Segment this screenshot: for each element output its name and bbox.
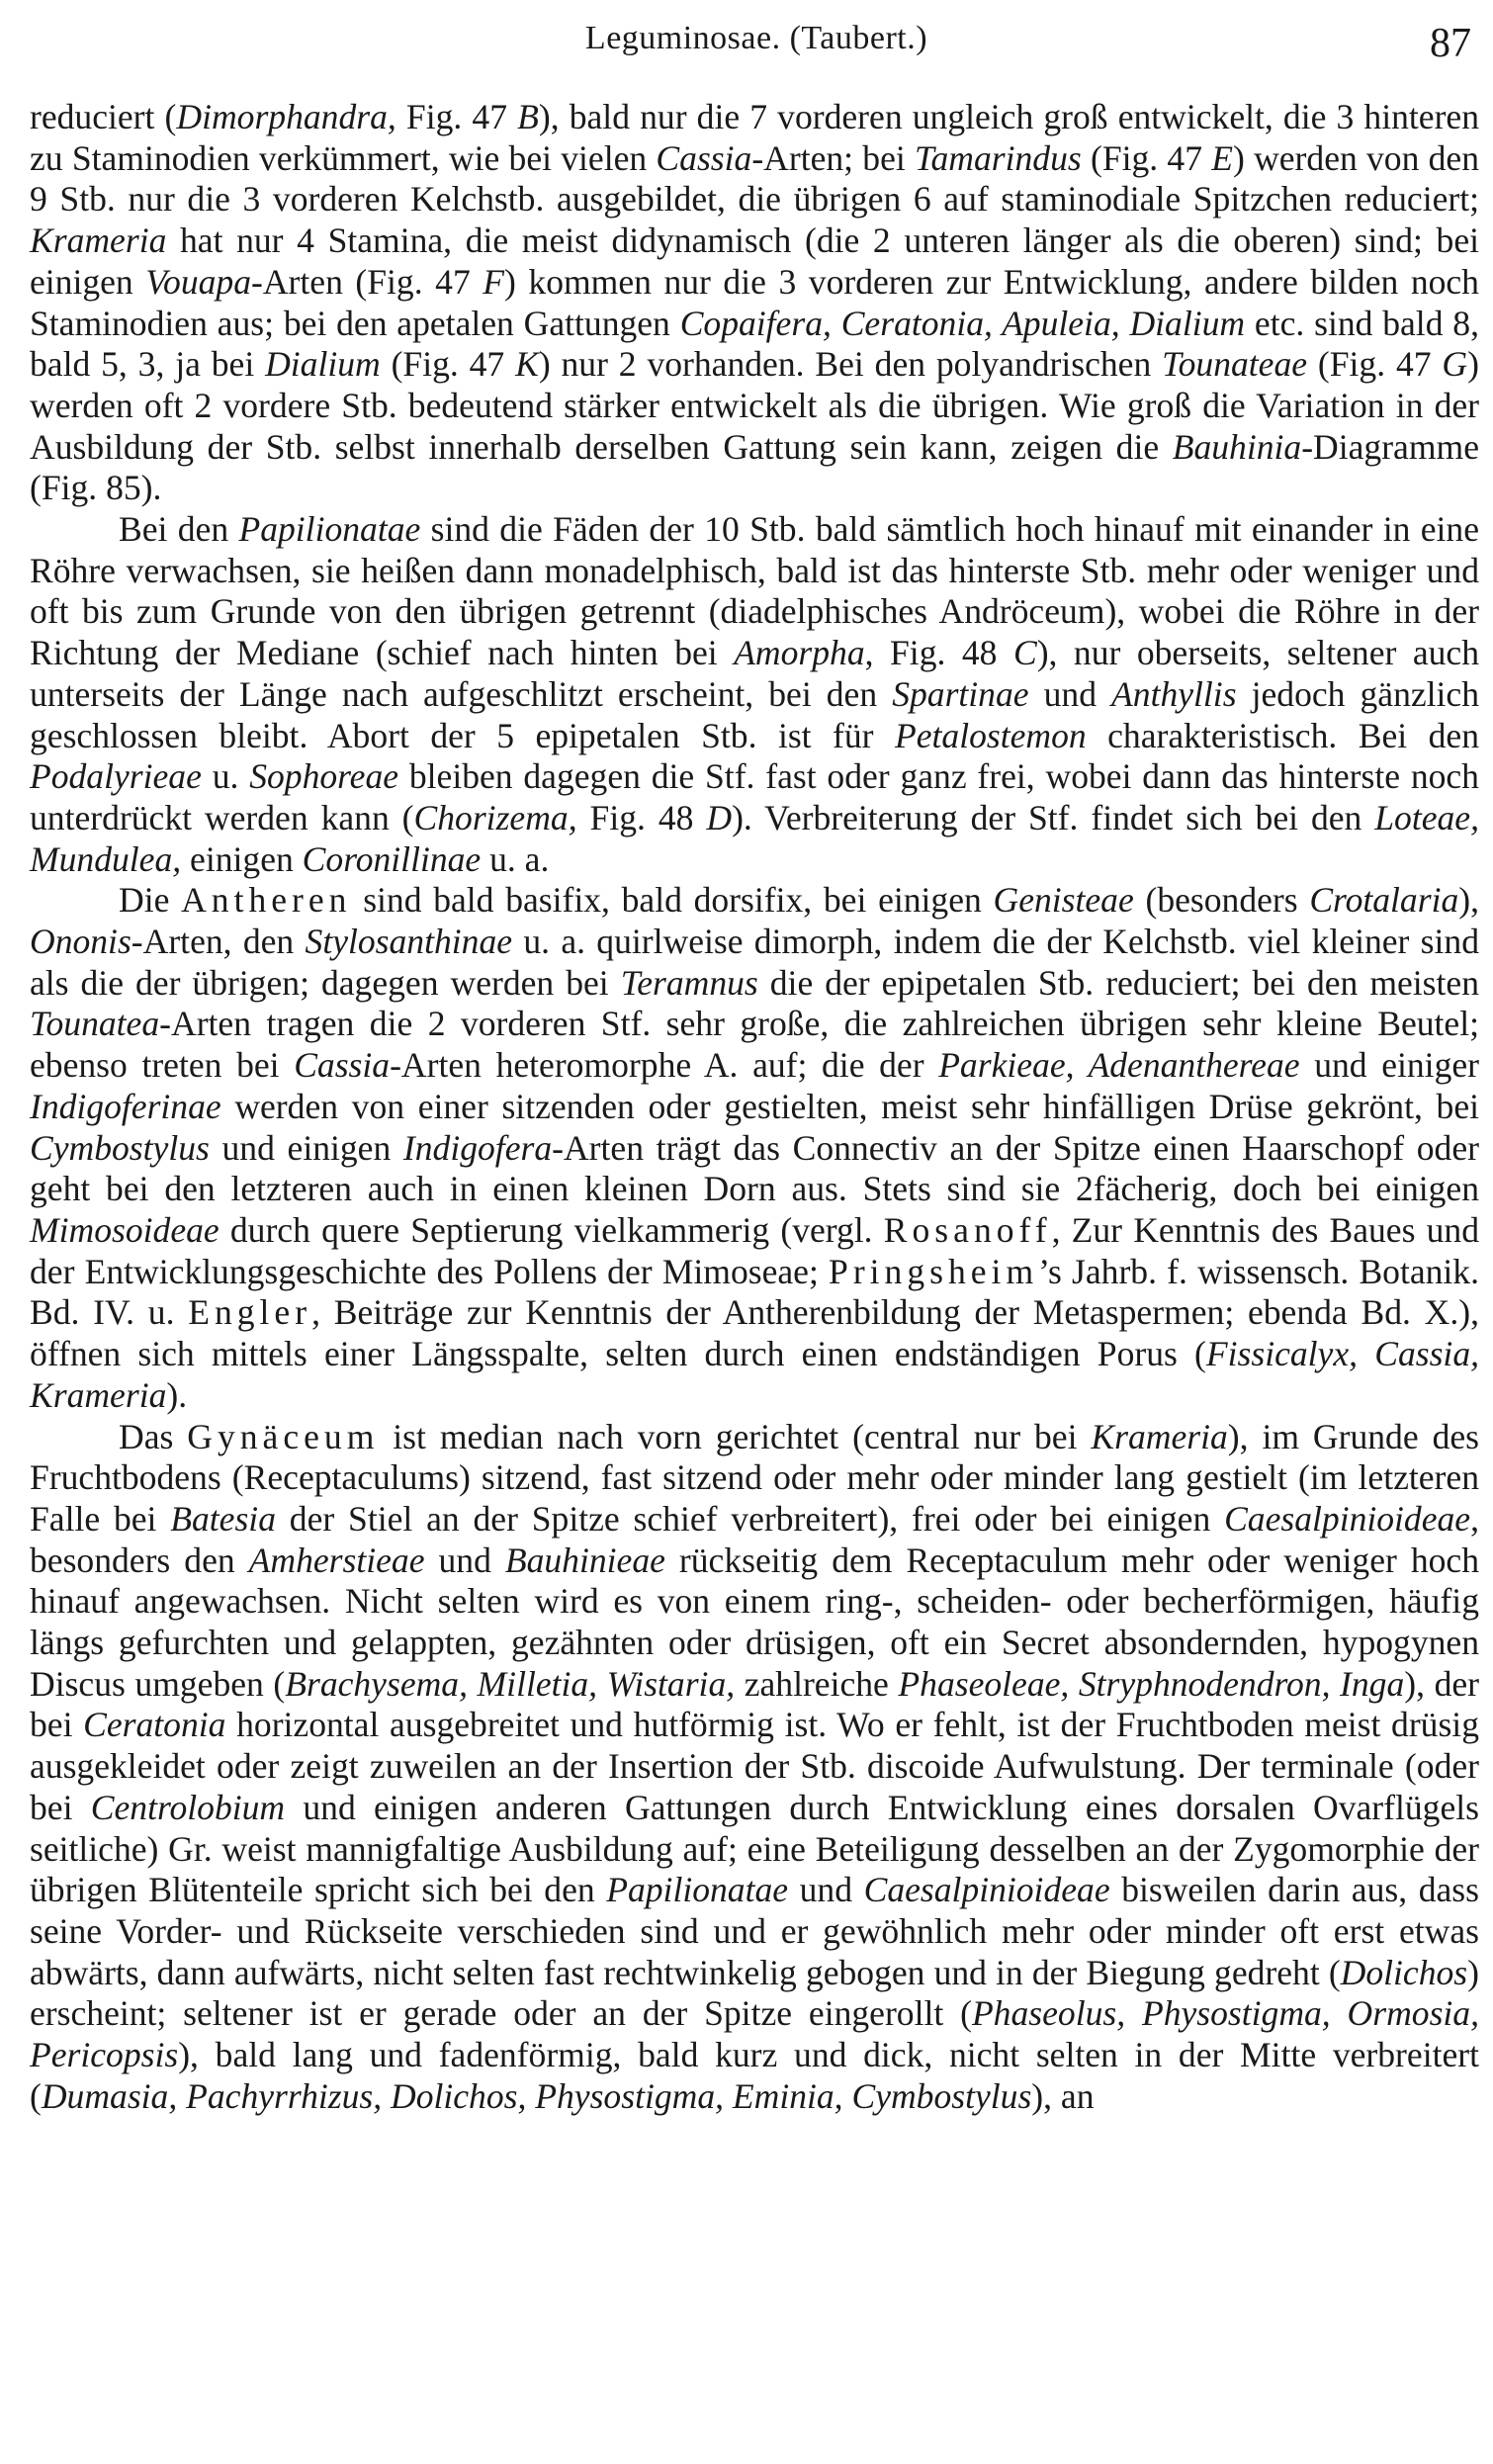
text-run: ).: [166, 1374, 188, 1415]
spaced-term: Pringsheim: [829, 1251, 1039, 1291]
text-run: (Fig. 47: [380, 344, 516, 385]
italic-term: Dialium: [265, 344, 381, 385]
italic-term: Tounateae: [1162, 344, 1308, 385]
italic-term: Papilionatae: [606, 1870, 789, 1910]
text-run: ). Verbreiterung der Stf. findet sich bei den: [732, 797, 1375, 837]
italic-term: Papilionatae: [238, 509, 421, 550]
text-run: -Arten; bei: [751, 137, 915, 178]
text-run: , besonders den: [30, 1498, 1479, 1580]
text-run: Fig. 48: [576, 797, 707, 837]
spaced-term: Antheren: [181, 880, 352, 921]
text-run: sind die Fäden der 10 Stb. bald sämtlich hoch hinauf mit einander in eine Röhre verwachsen, sie heißen dann monadelphisch, bald ist das hinterste Stb. mehr oder weniger und oft bis zum Grunde von den übrigen getrennt (diadelphisches Andröceum), wobei die Röhre in der Richtung der Mediane (schief nach hinten bei: [30, 509, 1479, 673]
text-run: reduciert (: [30, 97, 177, 136]
italic-term: Sophoreae: [249, 756, 399, 797]
text-run: ’s Jahrb. f. wissensch. Botanik. Bd. IV. u.: [30, 1251, 1479, 1333]
text-run: ) werden von den 9 Stb. nur die 3 vorderen Kelchstb. ausgebildet, die übrigen 6 auf staminodiale Spitzchen reduciert;: [30, 137, 1479, 220]
spaced-term: Rosanoff: [883, 1209, 1052, 1250]
italic-term: Copaifera, Ceratonia, Apuleia, Dialium: [679, 303, 1246, 343]
text-run: -Diagramme (Fig. 85).: [30, 426, 1479, 508]
text-run: Fig. 47: [395, 97, 518, 136]
text-run: -Arten heteromorphe A. auf; die der: [390, 1045, 939, 1086]
text-run: ) erscheint; seltener ist er gerade oder an der Spitze eingerollt (: [30, 1952, 1479, 2034]
text-run: sind bald basifix, bald dorsifix, bei einigen: [351, 880, 994, 921]
body-text: [30, 97, 1479, 2117]
text-run: ) kommen nur die 3 vorderen zur Entwicklung, andere bilden noch Staminodien aus; bei den apetalen Gattungen: [30, 261, 1479, 343]
italic-term: F: [483, 261, 505, 302]
italic-term: Spartinae: [892, 673, 1029, 714]
italic-term: Podalyrieae: [30, 756, 202, 797]
text-run: u.: [201, 756, 250, 797]
italic-term: C: [1012, 633, 1037, 673]
text-run: ), im Grunde des Fruchtbodens (Receptaculums) sitzend, fast sitzend oder mehr oder minder lang gestielt (im letzteren Falle bei: [30, 1416, 1479, 1539]
text-run: ), nur oberseits, seltener auch unterseits der Länge nach aufgeschlitzt erscheint, bei den: [30, 633, 1479, 714]
italic-term: E: [1211, 137, 1233, 178]
text-run: , Fig. 48: [864, 633, 1013, 673]
text-run: und: [424, 1540, 505, 1580]
text-run: ),: [1458, 880, 1479, 921]
italic-term: Mimosoideae: [30, 1209, 220, 1250]
paragraph-papilionatae-filaments: [30, 509, 1479, 880]
text-run: jedoch gänzlich geschlossen bleibt. Abort der 5 epipetalen Stb. ist für: [30, 673, 1480, 755]
italic-term: Centrolobium: [90, 1787, 286, 1827]
italic-term: Loteae, Mundulea,: [30, 797, 1479, 879]
italic-term: Petalostemon: [895, 715, 1087, 755]
text-run: (Fig. 47: [1081, 137, 1212, 178]
italic-term: Bauhinieae: [504, 1540, 665, 1580]
italic-term: Dolichos: [1340, 1952, 1468, 1992]
page-number: 87: [1430, 21, 1471, 66]
text-run: und einigen anderen Gattungen durch Entwicklung eines dorsalen Ovarflügels seitliche) Gr. weist mannigfaltige Ausbildung auf; eine Beteiligung desselben an der Zygomorphie der übrigen Blütenteile spricht sich bei den: [30, 1787, 1479, 1910]
italic-term: Bauhinia: [1172, 426, 1302, 467]
text-run: -Arten trägt das Connectiv an der Spitze einen Haarschopf oder geht bei den letzteren auch in einen kleinen Dorn aus. Stets sind sie 2fächerig, doch bei einigen: [30, 1127, 1479, 1209]
text-run: ), der bei: [30, 1663, 1479, 1745]
italic-term: Fissicalyx, Cassia, Krameria: [30, 1334, 1479, 1415]
text-run: u. a. quirlweise dimorph, indem die der Kelchstb. viel kleiner sind als die der übrigen; dagegen werden bei: [30, 922, 1479, 1003]
text-run: ), an: [1031, 2075, 1095, 2116]
text-run: (besonders: [1133, 880, 1310, 921]
italic-term: Parkieae, Adenanthereae: [938, 1045, 1300, 1086]
text-run: etc. sind bald 8, bald 5, 3, ja bei: [30, 303, 1479, 385]
text-run: charakteristisch. Bei den: [1086, 715, 1479, 755]
text-run: -Arten (Fig. 47: [251, 261, 483, 302]
italic-term: B: [517, 97, 539, 136]
italic-term: Phaseoleae, Stryphnodendron, Inga: [898, 1663, 1405, 1704]
italic-term: Ononis: [30, 922, 132, 962]
spaced-term: Engler: [188, 1292, 312, 1333]
italic-term: Krameria: [1091, 1416, 1228, 1456]
italic-term: Chorizema,: [413, 797, 577, 837]
text-run: durch quere Septierung vielkammerig (vergl.: [219, 1209, 884, 1250]
italic-term: Teramnus: [620, 962, 758, 1003]
italic-term: Brachysema, Milletia, Wistaria,: [285, 1663, 736, 1704]
text-run: der Stiel an der Spitze schief verbreitert), frei oder bei einigen: [275, 1498, 1225, 1539]
text-run: werden von einer sitzenden oder gestielten, meist sehr hinfälligen Drüse gekrönt, bei: [220, 1086, 1479, 1126]
text-run: und einigen: [209, 1127, 403, 1168]
paragraph-gynaeceum: [30, 1417, 1479, 2118]
paragraph-antheren: [30, 880, 1479, 1416]
italic-term: Batesia: [170, 1498, 276, 1539]
text-run: Bei den: [119, 509, 239, 550]
text-run: ), bald lang und fadenförmig, bald kurz und dick, nicht selten in der Mitte verbreitert (: [30, 2035, 1479, 2116]
italic-term: Coronillinae: [302, 838, 482, 879]
italic-term: Dimorphandra,: [176, 97, 396, 136]
text-run: (Fig. 47: [1307, 344, 1443, 385]
italic-term: D: [706, 797, 733, 837]
italic-term: Indigofera: [402, 1127, 553, 1168]
italic-term: Tamarindus: [915, 137, 1082, 178]
text-run: und einiger: [1299, 1045, 1479, 1086]
text-run: , Zur Kenntnis des Baues und der Entwicklungsgeschichte des Pollens der Mimoseae;: [30, 1209, 1479, 1291]
italic-term: Genisteae: [993, 880, 1134, 921]
text-run: ist median nach vorn gerichtet (central nur bei: [379, 1416, 1092, 1456]
page-header: [30, 20, 1483, 69]
italic-term: Cymbostylus: [30, 1127, 210, 1168]
text-run: zahlreiche: [735, 1663, 899, 1704]
italic-term: Caesalpinioideae: [1224, 1498, 1471, 1539]
italic-term: Krameria: [30, 220, 167, 261]
text-run: hat nur 4 Stamina, die meist didynamisch (die 2 unteren länger als die oberen) sind; bei einigen: [30, 220, 1479, 302]
text-run: Die: [119, 880, 182, 921]
italic-term: Vouapa: [145, 261, 251, 302]
italic-term: Cassia: [656, 137, 752, 178]
text-run: und: [788, 1870, 864, 1910]
text-run: ), bald nur die 7 vorderen ungleich groß entwickelt, die 3 hinteren zu Staminodien verkümmert, wie bei vielen: [30, 97, 1480, 178]
italic-term: Ceratonia: [83, 1705, 226, 1745]
italic-term: Indigoferinae: [30, 1086, 221, 1126]
text-run: bisweilen darin aus, dass seine Vorder- und Rückseite verschieden sind und er gewöhnlich mehr oder minder oft erst etwas abwärts, dann aufwärts, nicht selten fast rechtwinkelig gebogen und in der Biegung gedreht (: [30, 1870, 1479, 1992]
text-run: -Arten, den: [131, 922, 306, 962]
italic-term: Crotalaria: [1309, 880, 1459, 921]
italic-term: Caesalpinioideae: [863, 1870, 1110, 1910]
italic-term: Phaseolus, Physostigma, Ormosia, Pericopsis: [30, 1993, 1479, 2075]
text-run: , Beiträge zur Kenntnis der Antherenbildung der Metaspermen; ebenda Bd. X.), öffnen sich mittels einer Längsspalte, selten durch einen endständigen Porus (: [30, 1292, 1479, 1374]
text-run: rückseitig dem Receptaculum mehr oder weniger hoch hinauf angewachsen. Nicht selten wird es von einem ring-, scheiden- oder becherförmigen, häufig längs gefurchten und gelappten, gezähnten oder drüsigen, oft ein Secret absondernden, hypogynen Discus umgeben (: [30, 1540, 1480, 1704]
italic-term: Stylosanthinae: [305, 922, 513, 962]
text-run: einigen: [181, 838, 303, 879]
spaced-term: Gynäceum: [187, 1416, 380, 1456]
paragraph-stamina-reduction: [30, 97, 1479, 509]
text-run: -Arten tragen die 2 vorderen Stf. sehr große, die zahlreichen übrigen sehr kleine Beutel; ebenso treten bei: [30, 1004, 1479, 1086]
text-run: Das: [119, 1416, 188, 1456]
text-run: u. a.: [481, 838, 550, 879]
running-title: Leguminosae. (Taubert.): [584, 20, 928, 56]
italic-term: G: [1442, 344, 1468, 385]
text-run: bleiben dagegen die Stf. fast oder ganz frei, wobei dann das hinterste noch unterdrückt werden kann (: [30, 756, 1479, 837]
text-run: horizontal ausgebreitet und hutförmig ist. Wo er fehlt, ist der Fruchtboden meist drüsig ausgekleidet oder zeigt zuweilen an der Insertion der Stb. discoide Aufwulstung. Der terminale (oder bei: [30, 1705, 1479, 1827]
italic-term: K: [515, 344, 539, 385]
text-run: ) nur 2 vorhanden. Bei den polyandrischen: [538, 344, 1163, 385]
text-run: ) werden oft 2 vordere Stb. bedeutend stärker entwickelt als die übrigen. Wie groß die Variation in der Ausbildung der Stb. selbst innerhalb derselben Gattung sein kann, zeigen die: [30, 344, 1479, 467]
italic-term: Amorpha: [734, 633, 865, 673]
italic-term: Cassia: [294, 1045, 391, 1086]
text-run: und: [1028, 673, 1112, 714]
italic-term: Tounatea: [30, 1004, 160, 1044]
italic-term: Amherstieae: [248, 1540, 425, 1580]
italic-term: Anthyllis: [1111, 673, 1237, 714]
italic-term: Dumasia, Pachyrrhizus, Dolichos, Physostigma, Eminia, Cymbostylus: [41, 2075, 1032, 2116]
text-run: die der epipetalen Stb. reduciert; bei den meisten: [757, 962, 1479, 1003]
